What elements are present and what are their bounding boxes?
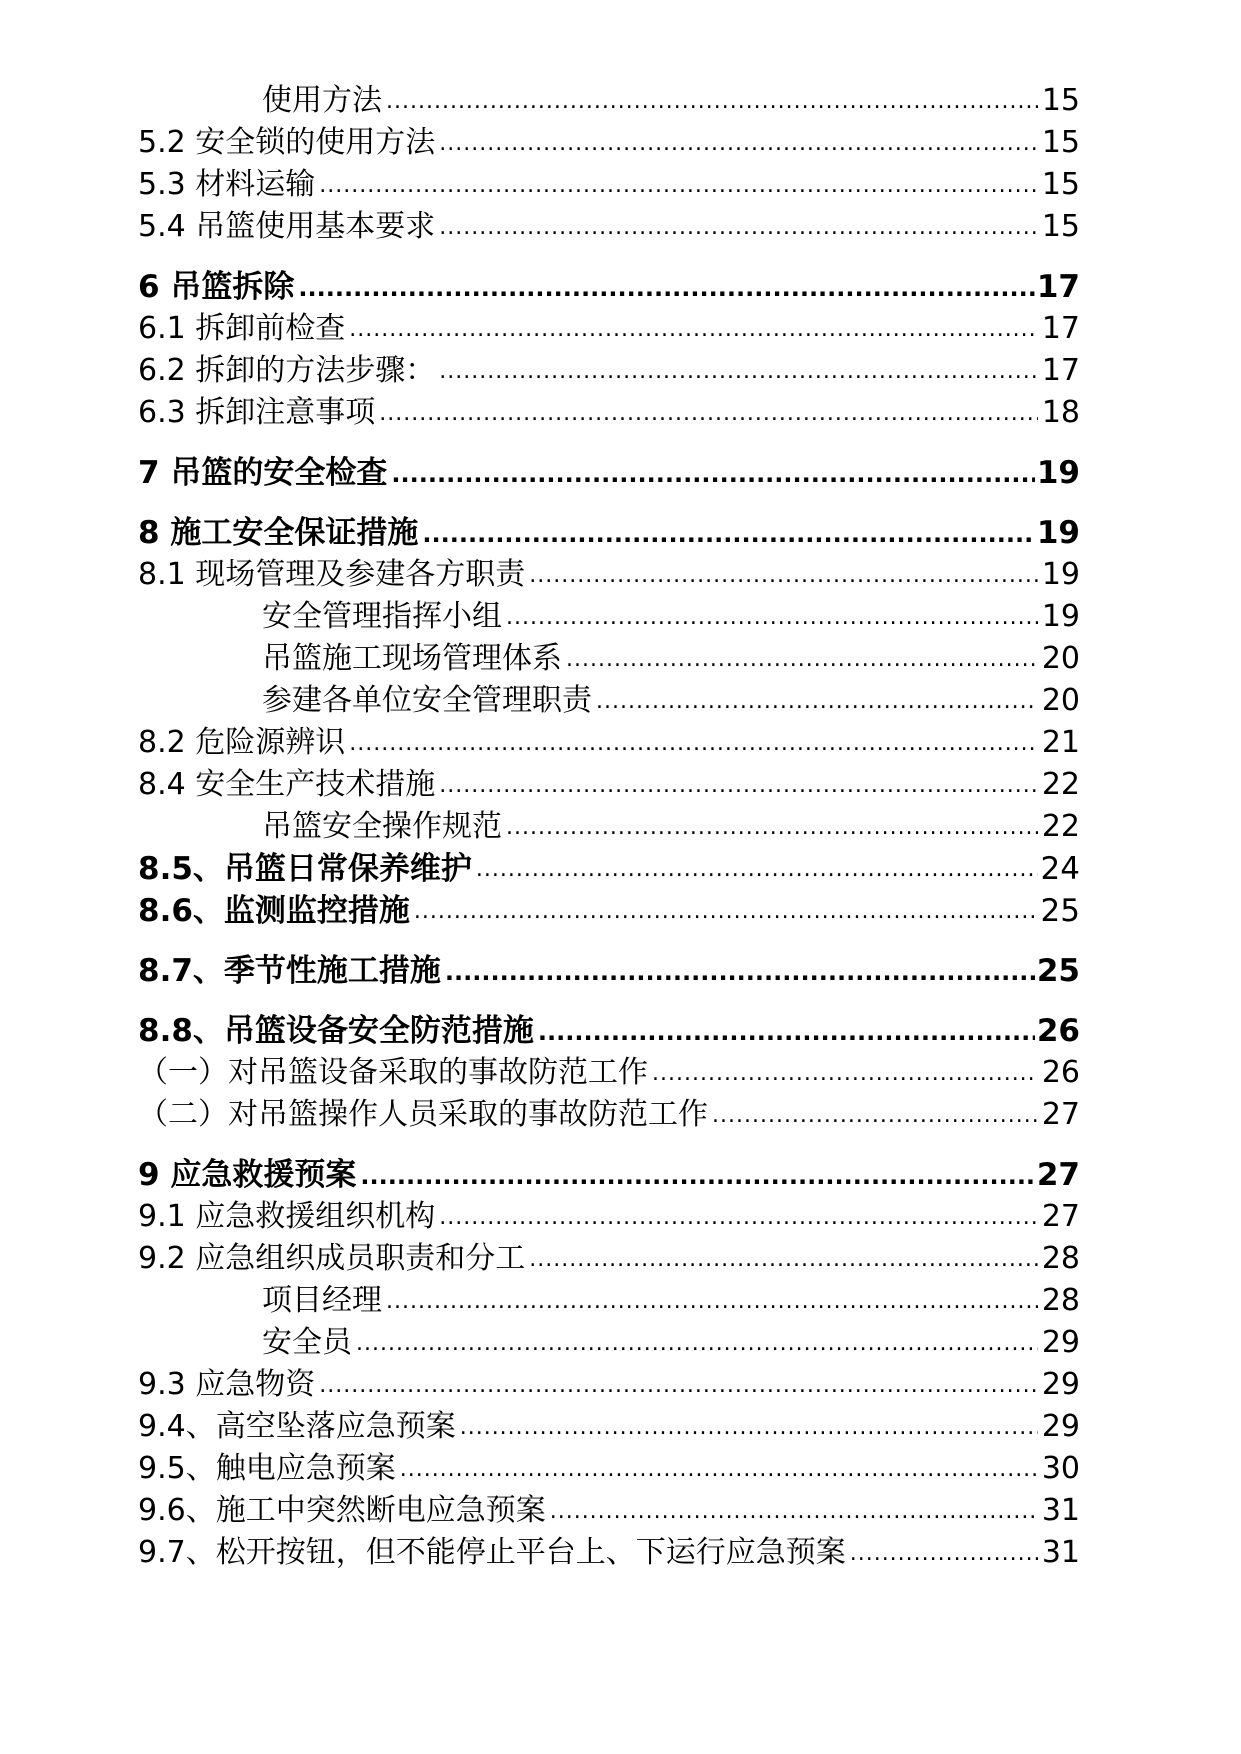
toc-leader-dots [652,1060,1038,1088]
toc-page-number: 24 [1040,851,1080,887]
toc-leader-dots [379,400,1038,428]
toc-leader-dots [414,898,1038,926]
toc-entry-title: 7 吊篮的安全检查 [138,455,388,491]
toc-page-number: 20 [1041,683,1080,718]
toc-leader-dots [566,646,1038,674]
toc-entry-title: 8.5、吊篮日常保养维护 [138,851,472,887]
toc-page-number: 25 [1040,893,1080,929]
toc-leader-dots [400,1456,1038,1484]
toc-page-number: 31 [1041,1493,1080,1528]
toc-page-number: 26 [1041,1055,1080,1090]
toc-entry-title: 5.4 吊篮使用基本要求 [138,209,436,244]
toc-leader-dots [538,1018,1035,1046]
toc-entry-title: 9.7、松开按钮，但不能停止平台上、下运行应急预案 [138,1535,846,1570]
toc-page-number: 22 [1041,767,1080,802]
toc-leader-dots [506,814,1038,842]
toc-entry[interactable] [138,512,1080,554]
toc-page-number: 19 [1036,515,1080,551]
toc-page-number: 19 [1036,455,1080,491]
toc-leader-dots [529,562,1038,590]
toc-leader-dots [319,1372,1038,1400]
toc-page-number: 28 [1041,1241,1080,1276]
toc-entry[interactable] [138,554,1080,596]
toc-entry[interactable] [138,1406,1080,1448]
toc-page-number: 29 [1041,1367,1080,1402]
toc-leader-dots [850,1540,1038,1568]
toc-page-number: 18 [1041,395,1080,430]
toc-leader-dots [439,1204,1038,1232]
toc-leader-dots [550,1498,1038,1526]
toc-leader-dots [506,604,1038,632]
toc-entry[interactable] [138,1280,1080,1322]
toc-leader-dots [349,316,1038,344]
toc-entry-title: 9.5、触电应急预案 [138,1451,396,1486]
toc-entry[interactable] [138,1052,1080,1094]
toc-leader-dots [460,1414,1038,1442]
toc-page-number: 15 [1041,209,1080,244]
toc-page-number: 21 [1041,725,1080,760]
toc-entry[interactable] [138,350,1080,392]
toc-entry-title: （二）对吊篮操作人员采取的事故防范工作 [138,1097,708,1132]
toc-leader-dots [476,856,1038,884]
toc-page-number: 26 [1036,1013,1080,1049]
toc-entry[interactable] [138,764,1080,806]
toc-leader-dots [386,88,1038,116]
toc-entry[interactable] [138,122,1080,164]
toc-entry[interactable] [138,452,1080,494]
toc-entry[interactable] [138,722,1080,764]
toc-leader-dots [356,1330,1038,1358]
toc-entry-title: 6 吊篮拆除 [138,269,295,305]
toc-page-number: 15 [1041,125,1080,160]
toc-entry[interactable] [138,266,1080,308]
toc-entry[interactable] [138,206,1080,248]
toc-entry[interactable] [138,950,1080,992]
toc-entry[interactable] [138,1238,1080,1280]
toc-entry-title: 5.2 安全锁的使用方法 [138,125,436,160]
toc-leader-dots [298,274,1034,302]
toc-entry[interactable] [138,1154,1080,1196]
toc-entry-title: 5.3 材料运输 [138,167,316,202]
toc-entry-title: 6.3 拆卸注意事项 [138,395,376,430]
toc-entry[interactable] [138,638,1080,680]
toc-entry-title: 使用方法 [262,83,382,118]
toc-entry-title: 8.8、吊篮设备安全防范措施 [138,1013,534,1049]
toc-leader-dots [712,1102,1038,1130]
toc-entry-title: 参建各单位安全管理职责 [262,683,592,718]
toc-leader-dots [439,772,1038,800]
toc-entry-title: 9.1 应急救援组织机构 [138,1199,436,1234]
toc-entry-title: 安全管理指挥小组 [262,599,502,634]
toc-page-number: 30 [1041,1451,1080,1486]
table-of-contents [138,80,1080,1574]
toc-page-number: 17 [1041,353,1080,388]
toc-entry[interactable] [138,1448,1080,1490]
toc-entry-title: 吊篮施工现场管理体系 [262,641,562,676]
toc-entry[interactable] [138,806,1080,848]
toc-entry[interactable] [138,1196,1080,1238]
toc-entry-title: （一）对吊篮设备采取的事故防范工作 [138,1055,648,1090]
toc-page-number: 29 [1041,1325,1080,1360]
toc-page-number: 22 [1041,809,1080,844]
toc-page-number: 27 [1041,1097,1080,1132]
toc-page-number: 27 [1036,1157,1080,1193]
toc-entry[interactable] [138,80,1080,122]
toc-entry[interactable] [138,1094,1080,1136]
toc-entry-title: 8.6、监测监控措施 [138,893,410,929]
toc-entry-title: 8.4 安全生产技术措施 [138,767,436,802]
toc-entry-title: 9.2 应急组织成员职责和分工 [138,1241,526,1276]
toc-entry[interactable] [138,164,1080,206]
toc-leader-dots [439,130,1038,158]
toc-page-number: 28 [1041,1283,1080,1318]
toc-entry[interactable] [138,392,1080,434]
toc-entry-title: 6.2 拆卸的方法步骤： [138,353,436,388]
toc-page-number: 15 [1041,83,1080,118]
toc-page-number: 27 [1041,1199,1080,1234]
toc-entry[interactable] [138,680,1080,722]
toc-page-number: 19 [1041,557,1080,592]
toc-entry-title: 6.1 拆卸前检查 [138,311,346,346]
toc-leader-dots [439,358,1038,386]
toc-page-number: 15 [1041,167,1080,202]
toc-leader-dots [439,214,1038,242]
toc-leader-dots [391,460,1034,488]
toc-entry[interactable] [138,1364,1080,1406]
toc-page-number: 25 [1036,953,1080,989]
toc-leader-dots [319,172,1038,200]
toc-entry-title: 吊篮安全操作规范 [262,809,502,844]
toc-entry-title: 9 应急救援预案 [138,1157,357,1193]
toc-page-number: 19 [1041,599,1080,634]
toc-entry[interactable] [138,1010,1080,1052]
toc-page-number: 17 [1041,311,1080,346]
toc-page-number: 31 [1041,1535,1080,1570]
toc-leader-dots [349,730,1038,758]
toc-entry[interactable] [138,890,1080,932]
toc-entry[interactable] [138,1490,1080,1532]
toc-leader-dots [386,1288,1038,1316]
toc-entry-title: 8.1 现场管理及参建各方职责 [138,557,526,592]
toc-entry[interactable] [138,1322,1080,1364]
toc-page-number: 17 [1036,269,1080,305]
toc-entry-title: 8.7、季节性施工措施 [138,953,441,989]
toc-entry[interactable] [138,596,1080,638]
toc-leader-dots [529,1246,1038,1274]
toc-entry-title: 9.6、施工中突然断电应急预案 [138,1493,546,1528]
toc-entry[interactable] [138,848,1080,890]
toc-entry[interactable] [138,1532,1080,1574]
toc-leader-dots [422,520,1034,548]
toc-entry[interactable] [138,308,1080,350]
toc-entry-title: 8 施工安全保证措施 [138,515,419,551]
toc-leader-dots [360,1162,1034,1190]
toc-leader-dots [445,958,1035,986]
toc-entry-title: 9.4、高空坠落应急预案 [138,1409,456,1444]
toc-entry-title: 9.3 应急物资 [138,1367,316,1402]
toc-entry-title: 项目经理 [262,1283,382,1318]
toc-leader-dots [596,688,1038,716]
toc-entry-title: 安全员 [262,1325,352,1360]
toc-page-number: 20 [1041,641,1080,676]
toc-page-number: 29 [1041,1409,1080,1444]
toc-entry-title: 8.2 危险源辨识 [138,725,346,760]
